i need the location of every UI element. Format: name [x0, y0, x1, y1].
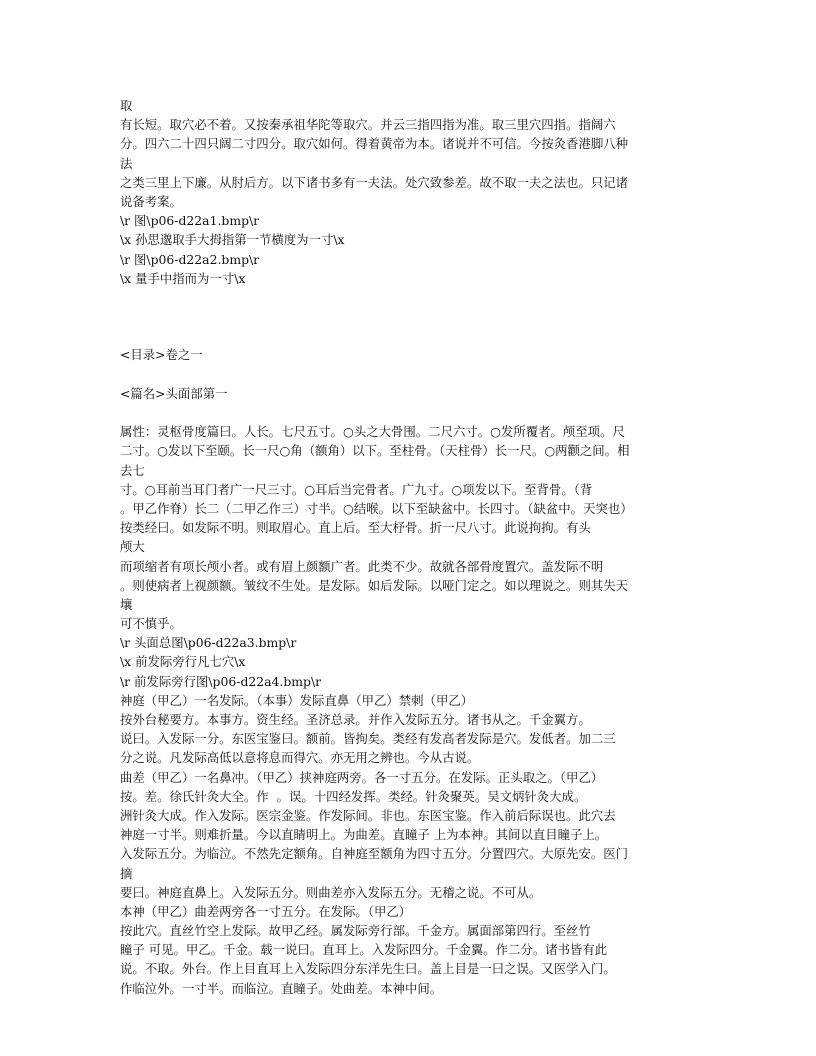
spacer [120, 365, 700, 384]
spacer [120, 403, 700, 422]
text-line: 壤 [120, 596, 133, 612]
text-line: \r 图\p06-d22a2.bmp\r [120, 251, 260, 267]
text-line: 按类经曰。如发际不明。则取眉心。直上后。至大杼骨。折一尺八寸。此说拘拘。有头 [120, 520, 591, 536]
text-line: 而项缩者有项长颅小者。或有眉上颜额广者。此类不少。故就各部骨度置穴。盖发际不明 [120, 558, 604, 574]
text-line: 二寸。○发以下至颐。长一尺○角（额角）以下。至柱骨。（天柱骨）长一尺。○两颧之间。相 [120, 443, 630, 459]
spacer [120, 288, 700, 346]
text-line: 说备考案。 [120, 193, 182, 209]
text-line: 入发际五分。为临泣。不然先定额角。自神庭至额角为四寸五分。分置四穴。大原先安。医门 [120, 846, 629, 862]
text-line: 属性：灵枢骨度篇曰。人长。七尺五寸。○头之大骨围。二尺六寸。○发所覆者。颅至项。尺 [120, 424, 625, 440]
text-line: 颅大 [120, 539, 145, 555]
text-line: 。甲乙作脊）长二（二甲乙作三）寸半。○结喉。以下至缺盆中。长四寸。（缺盆中。天突也） [120, 500, 633, 516]
text-line: \r 前发际旁行图\p06-d22a4.bmp\r [120, 673, 322, 689]
text-line: 分。四六二十四只阔二寸四分。取穴如何。得着黄帝为本。诸说并不可信。今按灸香港脚八种 [120, 136, 629, 152]
text-line: 取 [120, 98, 133, 113]
text-line: \x 量手中指而为一寸\x [120, 270, 246, 286]
text-line: 去七 [120, 462, 145, 478]
text-line: 法 [120, 155, 133, 171]
toc-heading: <目录>卷之一 [120, 347, 203, 363]
text-line: 寸。○耳前当耳门者广一尺三寸。○耳后当完骨者。广九寸。○项发以下。至背骨。（背 [120, 481, 593, 497]
text-line: 曲差（甲乙）一名鼻冲。（甲乙）挟神庭两旁。各一寸五分。在发际。正头取之。（甲乙） [120, 769, 604, 785]
text-line: \x 孙思邈取手大拇指第一节横度为一寸\x [120, 232, 345, 248]
text-line: \r 图\p06-d22a1.bmp\r [120, 213, 260, 229]
text-line: 说。不取。外台。作上目直耳上入发际四分东洋先生曰。盖上目是一曰之误。又医学入门。 [120, 961, 616, 977]
text-line: 说曰。入发际一分。东医宝鉴曰。额前。皆拘矣。类经有发高者发际是穴。发低者。加二三 [120, 731, 616, 747]
text-line: 可不慎乎。 [120, 616, 182, 632]
document-page [120, 96, 700, 998]
text-line: 分之说。凡发际高低以意将息而得穴。亦无用之辨也。今从古说。 [120, 750, 480, 766]
text-line: 要曰。神庭直鼻上。入发际五分。则曲差亦入发际五分。无稽之说。不可从。 [120, 884, 542, 900]
text-line: 。则使病者上视颜额。皱纹不生处。是发际。如后发际。以哑门定之。如以理说之。则其失天 [120, 577, 629, 593]
text-line: 按。差。徐氏针灸大全。作 。误。十四经发挥。类经。针灸聚英。吴文炳针灸大成。 [120, 788, 587, 804]
text-line: \x 前发际旁行凡七穴\x [120, 654, 246, 670]
text-line: 瞳子 可见。甲乙。千金。载一说曰。直耳上。入发际四分。千金翼。作二分。诸书皆有此 [120, 942, 608, 958]
text-line: 之类三里上下廉。从肘后方。以下诸书多有一夫法。处穴致参差。故不取一夫之法也。只记诸 [120, 174, 629, 190]
text-line: 摘 [120, 865, 133, 881]
text-line: 神庭一寸半。则难折量。今以直睛明上。为曲差。直瞳子 上为本神。其间以直目瞳子上。 [120, 827, 608, 843]
text-line: 神庭（甲乙）一名发际。（本事）发际直鼻（甲乙）禁刺（甲乙） [120, 692, 474, 708]
section-head-face-points [120, 422, 700, 998]
text-line: 有长短。取穴必不着。又按秦承祖华陀等取穴。并云三指四指为准。取三里穴四指。指阔六 [120, 117, 616, 133]
chapter-heading: <篇名>头面部第一 [120, 385, 228, 401]
text-line: 洲针灸大成。作入发际。医宗金鉴。作发际间。非也。东医宝鉴。作入前后际误也。此穴去 [120, 807, 616, 823]
text-line: 本神（甲乙）曲差两旁各一寸五分。在发际。（甲乙） [120, 903, 412, 919]
text-line: 作临泣外。一寸半。而临泣。直瞳子。处曲差。本神中间。 [120, 980, 443, 996]
text-line: 按外台秘要方。本事方。资生经。圣济总录。并作入发际五分。诸书从之。千金翼方。 [120, 712, 591, 728]
text-line: 按此穴。直丝竹空上发际。故甲乙经。属发际旁行部。千金方。属面部第四行。至丝竹 [120, 923, 591, 939]
text-line: \r 头面总图\p06-d22a3.bmp\r [120, 635, 297, 651]
section-measurement-notes [120, 96, 700, 288]
